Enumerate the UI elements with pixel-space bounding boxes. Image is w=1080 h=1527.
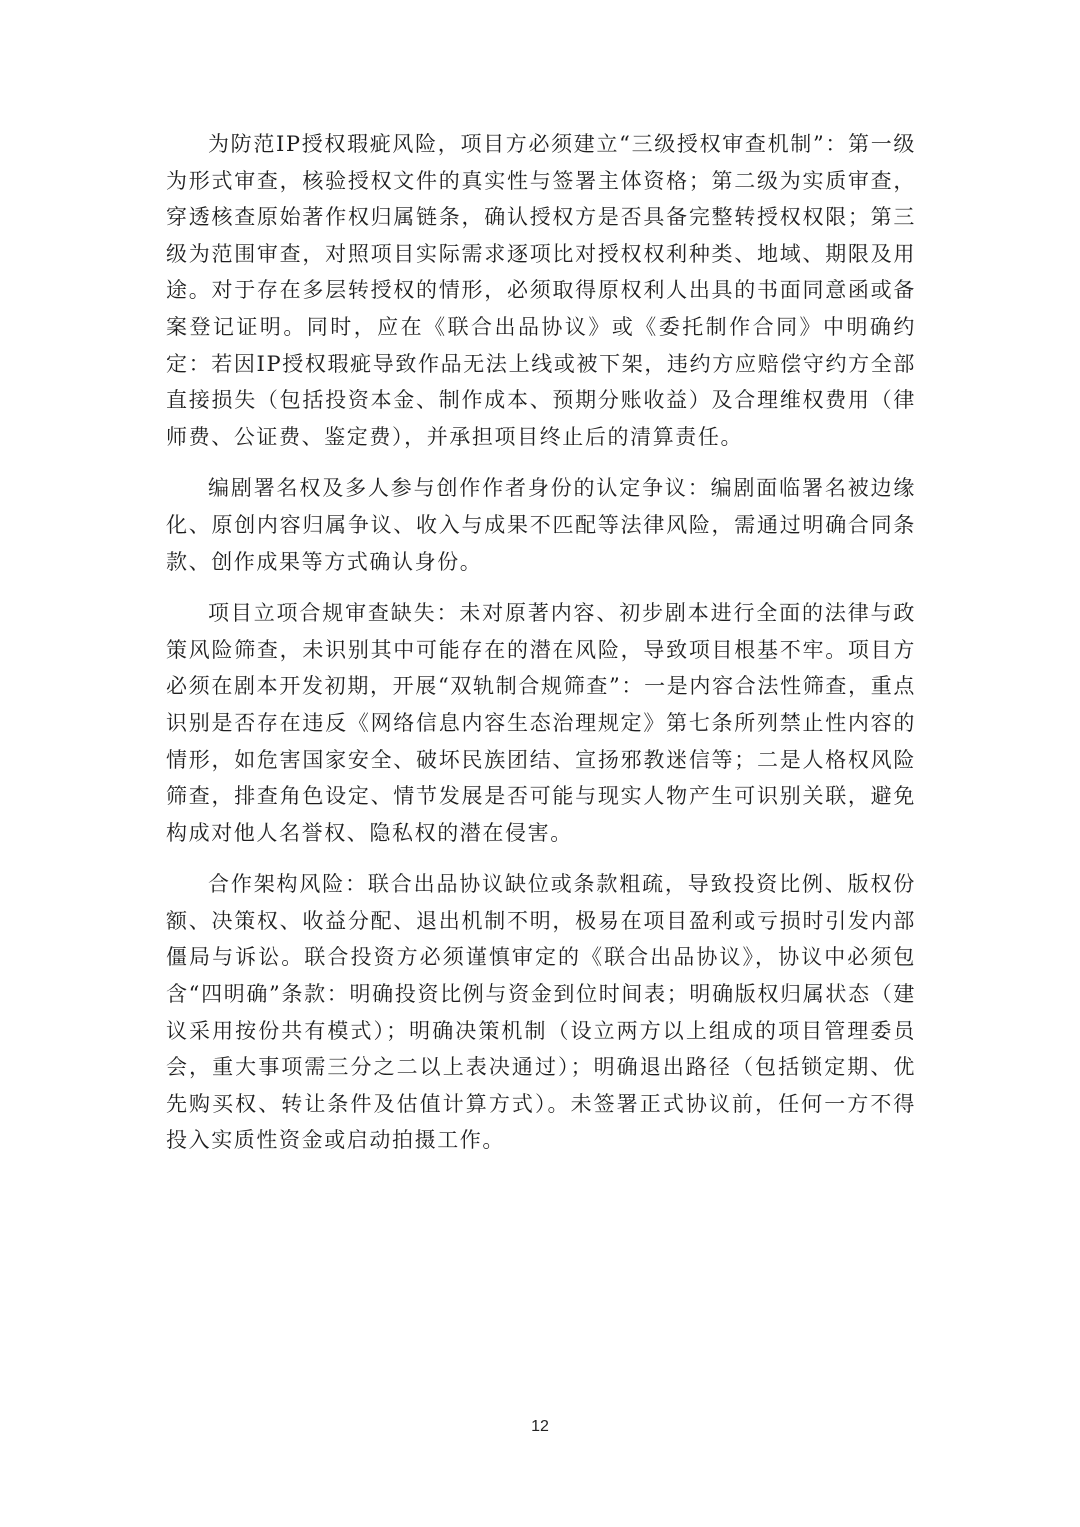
paragraph-compliance-screening: 项目立项合规审查缺失：未对原著内容、初步剧本进行全面的法律与政策风险筛查，未识别其中可能存在的潜在风险，导致项目根基不牢。项目方必须在剧本开发初期，开展“双轨制合规筛查”：一是内容合法性筛查，重点识别是否存在违反《网络信息内容生态治理规定》第七条所列禁止性内容的情形，如危害国家安全、破坏民族团结、宣扬邪教迷信等；二是人格权风险筛查，排查角色设定、情节发展是否可能与现实人物产生可识别关联，避免构成对他人名誉权、隐私权的潜在侵害。 xyxy=(166,601,916,845)
paragraph-screenwriter-credit: 编剧署名权及多人参与创作作者身份的认定争议：编剧面临署名被边缘化、原创内容归属争议、收入与成果不匹配等法律风险，需通过明确合同条款、创作成果等方式确认身份。 xyxy=(166,476,916,574)
page-number: 12 xyxy=(531,1418,549,1435)
paragraph-cooperation-structure-risk: 合作架构风险：联合出品协议缺位或条款粗疏，导致投资比例、版权份额、决策权、收益分配、退出机制不明，极易在项目盈利或亏损时引发内部僵局与诉讼。联合投资方必须谨慎审定的《联合出品协议》，协议中必须包含“四明确”条款：明确投资比例与资金到位时间表；明确版权归属状态（建议采用按份共有模式）；明确决策机制（设立两方以上组成的项目管理委员会，重大事项需三分之二以上表决通过）；明确退出路径（包括锁定期、优先购买权、转让条件及估值计算方式）。未签署正式协议前，任何一方不得投入实质性资金或启动拍摄工作。 xyxy=(166,872,916,1153)
body-text xyxy=(166,126,916,1174)
paragraph-ip-authorization-review: 为防范IP授权瑕疵风险，项目方必须建立“三级授权审查机制”：第一级为形式审查，核验授权文件的真实性与签署主体资格；第二级为实质审查，穿透核查原始著作权归属链条，确认授权方是否具备完整转授权权限；第三级为范围审查，对照项目实际需求逐项比对授权权利种类、地域、期限及用途。对于存在多层转授权的情形，必须取得原权利人出具的书面同意函或备案登记证明。同时，应在《联合出品协议》或《委托制作合同》中明确约定：若因IP授权瑕疵导致作品无法上线或被下架，违约方应赔偿守约方全部直接损失（包括投资本金、制作成本、预期分账收益）及合理维权费用（律师费、公证费、鉴定费），并承担项目终止后的清算责任。 xyxy=(166,132,916,449)
